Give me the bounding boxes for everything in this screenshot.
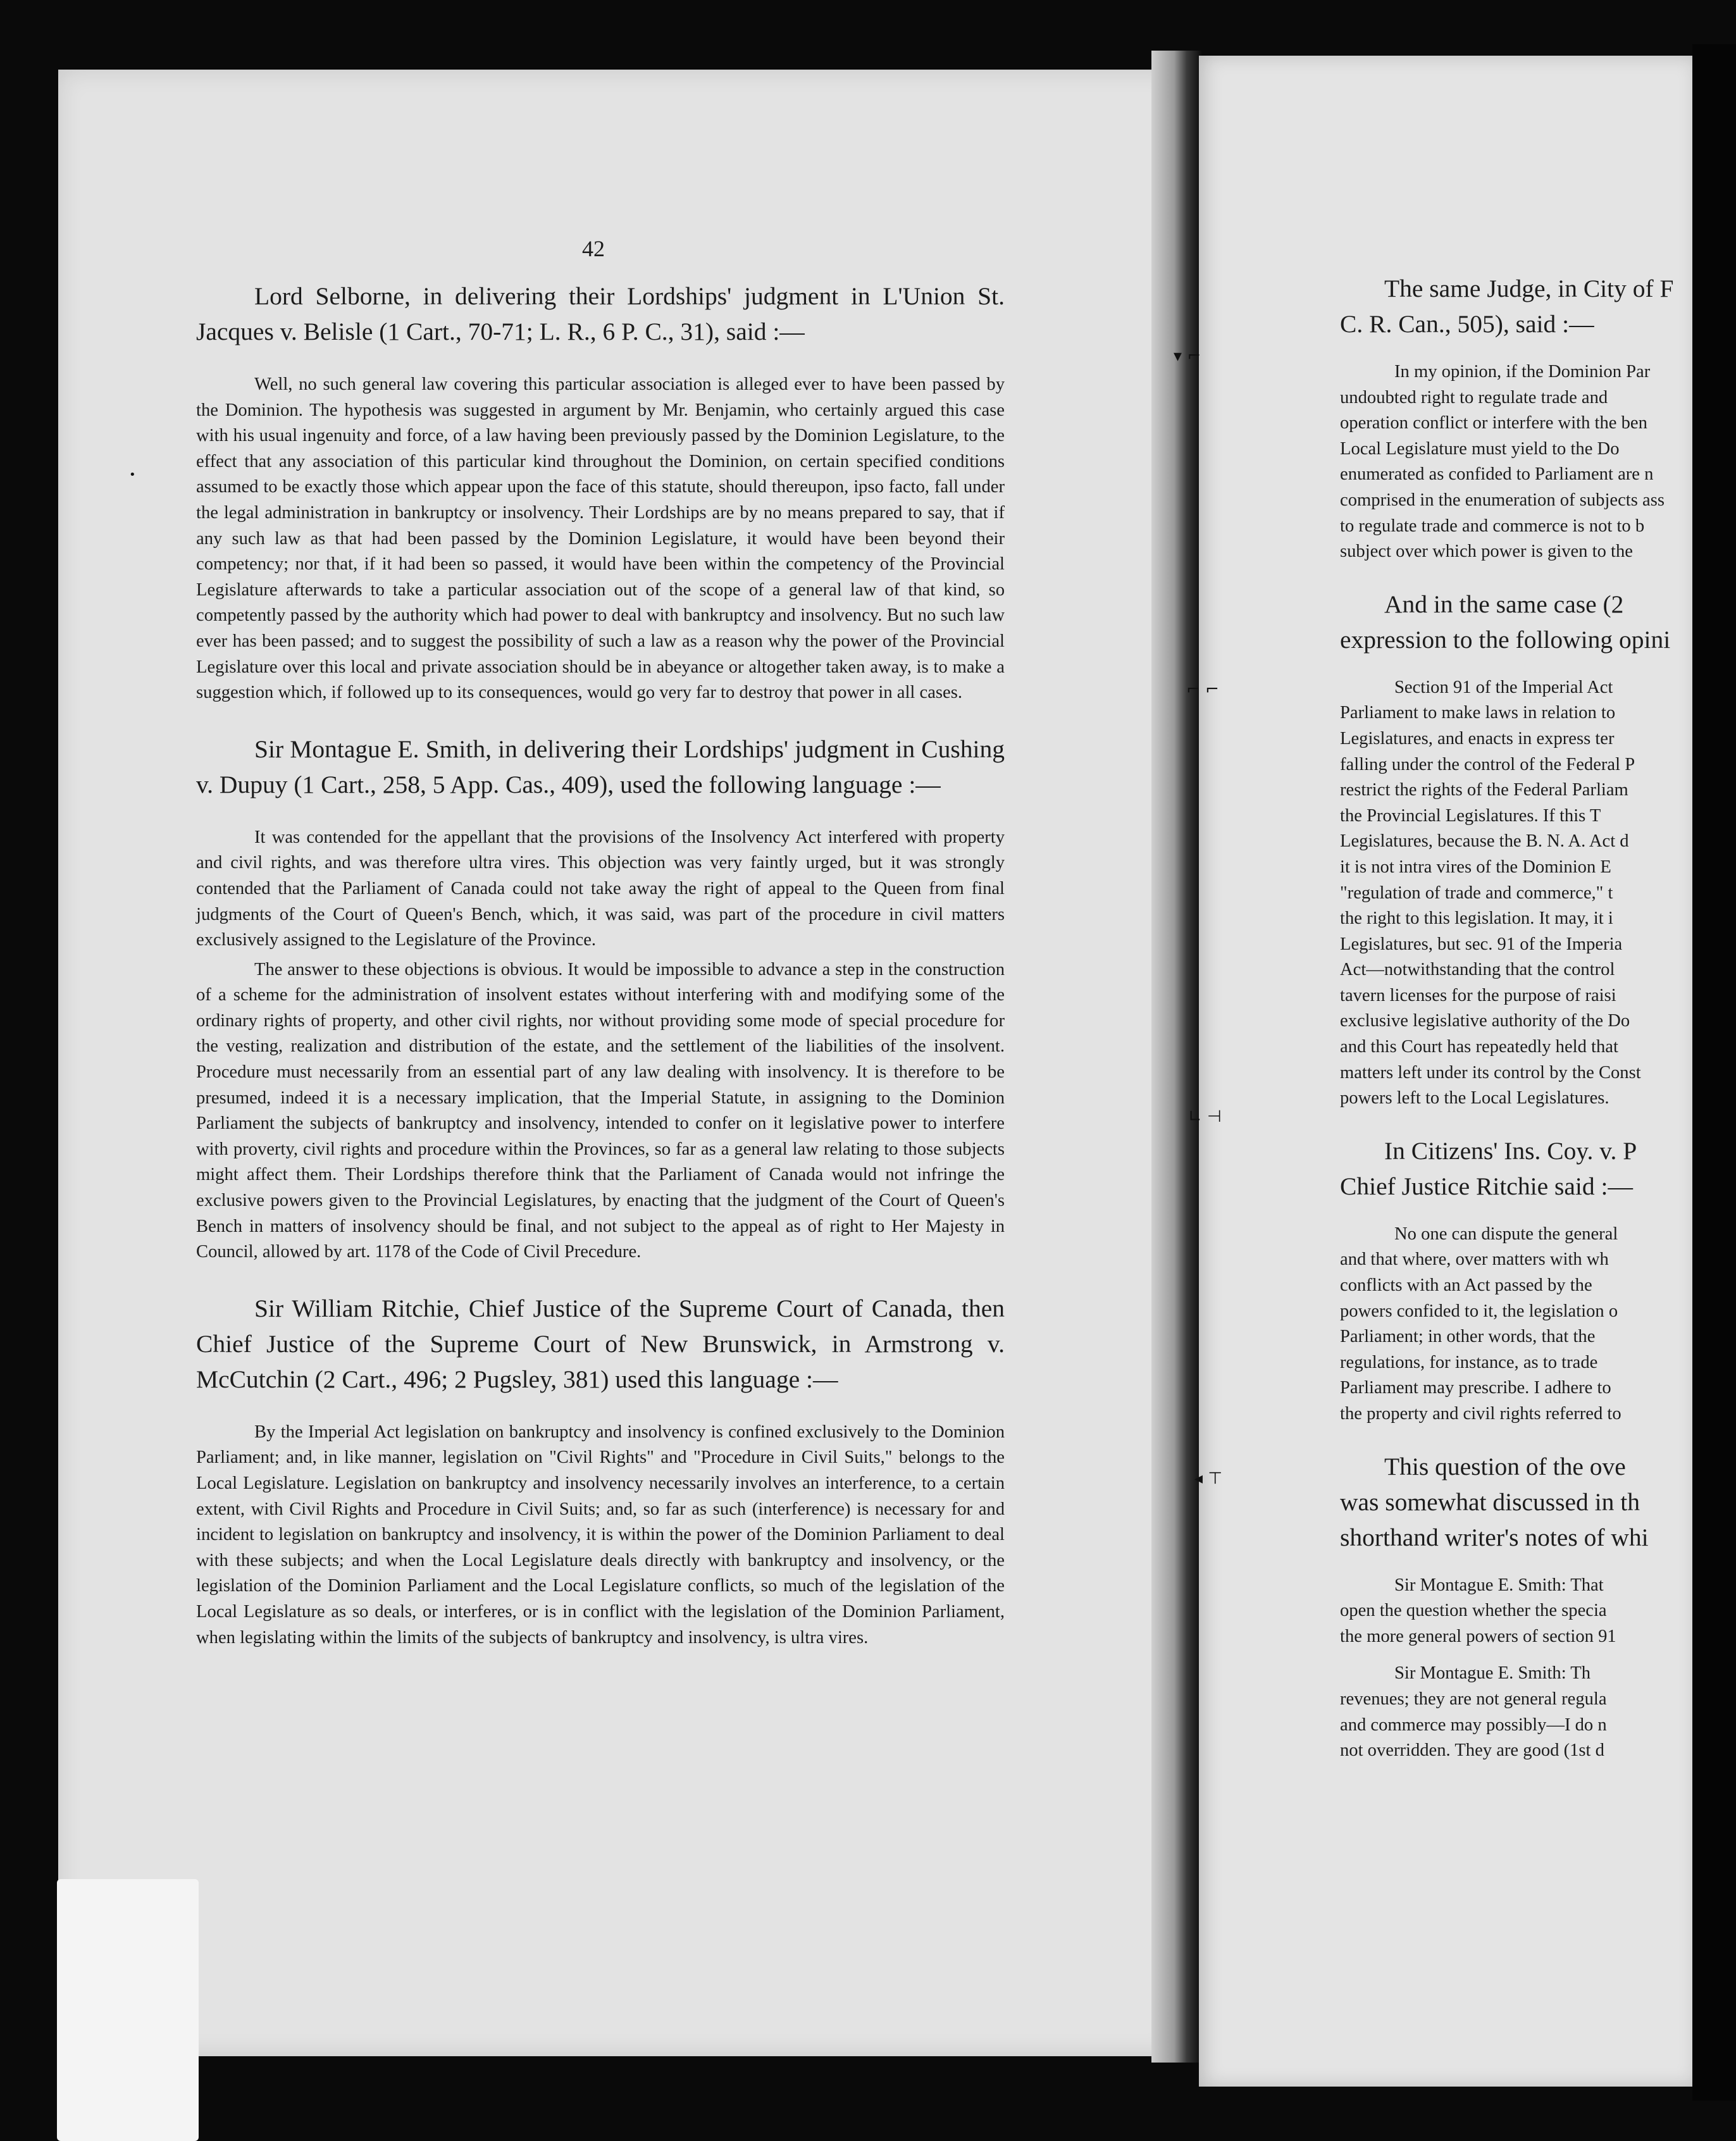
- intro-paragraph: Sir William Ritchie, Chief Justice of the Supreme Court of Canada, then Chief Justice of the Supreme Court of New Brunswick, in Armstrong v. McCutchin (2 Cart., 496; 2 Pugsley, 381) used this language :—: [196, 1294, 1005, 1393]
- right-intro-block: [1340, 1133, 1694, 1204]
- text-line: Chief Justice Ritchie said :—: [1340, 1172, 1633, 1200]
- text-line: "regulation of trade and commerce," t: [1340, 883, 1613, 903]
- text-line: and commerce may possibly—I do n: [1340, 1715, 1607, 1735]
- right-quote-block: [1340, 1573, 1694, 1650]
- scan-border: [1692, 44, 1736, 2101]
- text-line: No one can dispute the general: [1394, 1224, 1618, 1244]
- quoted-judgment: The answer to these objections is obvious. It would be impossible to advance a step in the construction of a scheme for the administration of insolvent estates without interfering with and modifying some of the ordinary rights of property, and other civil rights, nor without providing some mode of special procedure for the vesting, realization and distribution of the estate, and the settlement of the liabilities of the insolvent. Procedure must necessarily from an essential part of any law dealing with insolvency. It is therefore to be presumed, indeed it is a necessary implication, that the Imperial Statute, in assigning to the Dominion Parliament the subjects of bankruptcy and insolvency, intended to confer on it legislative power to interfere with proverty, civil rights and procedure within the Provinces, so far as a general law relating to those subjects might affect them. Their Lordships therefore think that the Parliament of Canada would not infringe the exclusive powers given to the Provincial Legislatures, by enacting that the judgment of the Court of Queen's Bench in matters of insolvency should be final, and not subject to the appeal as of right to Her Majesty in Council, allowed by art. 1178 of the Code of Civil Precedure.: [196, 959, 1005, 1262]
- text-line: tavern licenses for the purpose of raisi: [1340, 985, 1616, 1005]
- text-line: operation conflict or interfere with the ben: [1340, 413, 1647, 433]
- text-line: Local Legislature must yield to the Do: [1340, 438, 1620, 459]
- quoted-judgment: Well, no such general law covering this particular association is alleged ever to have been passed by the Dominion. The hypothesis was suggested in argument by Mr. Benjamin, who certainly argued this case with his usual ingenuity and force, of a law having been previously passed by the Dominion Legislature, to the effect that any association of this particular kind throughout the Dominion, on certain specified conditions assumed to be exactly those which appear upon the face of this statute, should thereupon, ipso facto, fall under the legal administration in bankruptcy or insolvency. Their Lordships are by no means prepared to say, that if any such law as that had been passed by the Dominion Legislature, it would have been beyond their competency; nor that, if it had been so passed, it would have been within the competency of the Provincial Legislature afterwards to take a particular association out of the scope of a general law of that kind, so competently passed by the authority which had power to deal with bankruptcy and insolvency. But no such law ever has been passed; and to suggest the possibility of such a law as a reason why the power of the Provincial Legislature over this local and private association should be in abeyance or altogether taken away, is to make a suggestion which, if followed up to its consequences, would go very far to destroy that power in all cases.: [196, 375, 1005, 703]
- text-line: matters left under its control by the Const: [1340, 1062, 1641, 1083]
- text-line: Sir Montague E. Smith: Th: [1394, 1663, 1591, 1684]
- text-line: Section 91 of the Imperial Act: [1394, 677, 1613, 697]
- quoted-judgment: It was contended for the appellant that the provisions of the Insolvency Act interfered with property and civil rights, and was therefore ultra vires. This objection was very faintly urged, but it was strongly contended that the Parliament of Canada could not take away the right of appeal to the Queen from final judgments of the Court of Queen's Bench, which, it was said, was part of the procedure in civil matters exclusively assigned to the Legislature of the Province.: [196, 827, 1005, 950]
- right-intro-block: [1340, 1449, 1694, 1555]
- binding-mark: ◂ ⊤: [1194, 1469, 1222, 1488]
- text-line: Sir Montague E. Smith: That: [1394, 1575, 1604, 1595]
- scan-target-tab: [57, 1879, 199, 2141]
- intro-paragraph: Lord Selborne, in delivering their Lordships' judgment in L'Union St. Jacques v. Belisle (1 Cart., 70-71; L. R., 6 P. C., 31), said :—: [196, 282, 1005, 345]
- right-page-text: [1340, 271, 1694, 1785]
- text-line: Parliament to make laws in relation to: [1340, 703, 1616, 723]
- text-line: not overridden. They are good (1st d: [1340, 1741, 1604, 1761]
- text-line: Legislatures, but sec. 91 of the Imperia: [1340, 934, 1623, 954]
- text-line: powers confided to it, the legislation o: [1340, 1301, 1618, 1321]
- text-line: undoubted right to regulate trade and: [1340, 387, 1608, 407]
- quoted-judgment: By the Imperial Act legislation on bankruptcy and insolvency is confined exclusively to the Dominion Parliament; and, in like manner, legislation on "Civil Rights" and "Procedure in Civil Suits," belongs to the Local Legislature. Legislation on bankruptcy and insolvency necessarily involves an interference, to a certain extent, with Civil Rights and Procedure in Civil Suits; and, so far as such (interference) is necessary for and incident to legislation on bankruptcy and insolvency, it is within the power of the Dominion Parliament to deal with these subjects; and when the Local Legislature deals directly with bankruptcy and insolvency, or the legislation of the Dominion Parliament and the Local Legislature conflicts, so much of the legislation of the Local Legislature as so deals, or interferes, or is in conflict with the legislation of the Dominion Parliament, when legislating within the limits of the subjects of bankruptcy and insolvency, is ultra vires.: [196, 1422, 1005, 1648]
- text-line: it is not intra vires of the Dominion E: [1340, 857, 1611, 877]
- right-quote-block: [1340, 359, 1694, 565]
- text-line: falling under the control of the Federal P: [1340, 754, 1635, 774]
- right-quote-block: [1340, 1661, 1694, 1763]
- text-line: comprised in the enumeration of subjects ass: [1340, 490, 1665, 510]
- right-intro-block: [1340, 586, 1694, 657]
- text-line: was somewhat discussed in th: [1340, 1487, 1640, 1516]
- text-line: the more general powers of section 91: [1340, 1626, 1616, 1646]
- text-line: regulations, for instance, as to trade: [1340, 1352, 1598, 1372]
- right-quote-block: [1340, 1222, 1694, 1427]
- text-line: restrict the rights of the Federal Parliam: [1340, 780, 1628, 800]
- right-quote-block: [1340, 675, 1694, 1112]
- binding-mark: ▾ ⌐: [1174, 347, 1201, 366]
- left-page-text: [196, 278, 1005, 1676]
- text-line: powers left to the Local Legislatures.: [1340, 1088, 1609, 1108]
- right-intro-block: [1340, 271, 1694, 342]
- text-line: enumerated as confided to Parliament are n: [1340, 464, 1654, 485]
- page-number: 42: [582, 236, 605, 261]
- text-line: to regulate trade and commerce is not to b: [1340, 516, 1645, 536]
- text-line: In Citizens' Ins. Coy. v. P: [1384, 1136, 1637, 1165]
- text-line: This question of the ove: [1384, 1452, 1626, 1480]
- intro-paragraph: Sir Montague E. Smith, in delivering their Lordships' judgment in Cushing v. Dupuy (1 Cart., 258, 5 App. Cas., 409), used the following language :—: [196, 735, 1005, 798]
- text-line: and this Court has repeatedly held that: [1340, 1037, 1618, 1057]
- text-line: Parliament may prescribe. I adhere to: [1340, 1378, 1611, 1398]
- text-line: the right to this legislation. It may, it i: [1340, 909, 1613, 929]
- text-line: And in the same case (2: [1384, 590, 1624, 618]
- text-line: Parliament; in other words, that the: [1340, 1327, 1596, 1347]
- binding-mark: ⌐ ⌐: [1186, 680, 1219, 699]
- text-line: The same Judge, in City of F: [1384, 275, 1674, 302]
- text-line: In my opinion, if the Dominion Par: [1394, 362, 1651, 382]
- text-line: shorthand writer's notes of whi: [1340, 1523, 1649, 1551]
- text-line: expression to the following opini: [1340, 625, 1671, 654]
- text-line: revenues; they are not general regula: [1340, 1689, 1607, 1709]
- text-line: subject over which power is given to the: [1340, 542, 1633, 562]
- speck-mark: •: [129, 468, 136, 481]
- text-line: exclusive legislative authority of the Do: [1340, 1011, 1630, 1031]
- text-line: the Provincial Legislatures. If this T: [1340, 805, 1601, 826]
- binding-mark: ∟ ⊣: [1188, 1107, 1222, 1126]
- text-line: the property and civil rights referred to: [1340, 1404, 1621, 1424]
- text-line: Act—notwithstanding that the control: [1340, 960, 1615, 980]
- text-line: conflicts with an Act passed by the: [1340, 1275, 1592, 1296]
- text-line: and that where, over matters with wh: [1340, 1250, 1609, 1270]
- text-line: Legislatures, and enacts in express ter: [1340, 728, 1615, 748]
- text-line: Legislatures, because the B. N. A. Act d: [1340, 831, 1629, 852]
- text-line: open the question whether the specia: [1340, 1601, 1607, 1621]
- text-line: C. R. Can., 505), said :—: [1340, 310, 1594, 338]
